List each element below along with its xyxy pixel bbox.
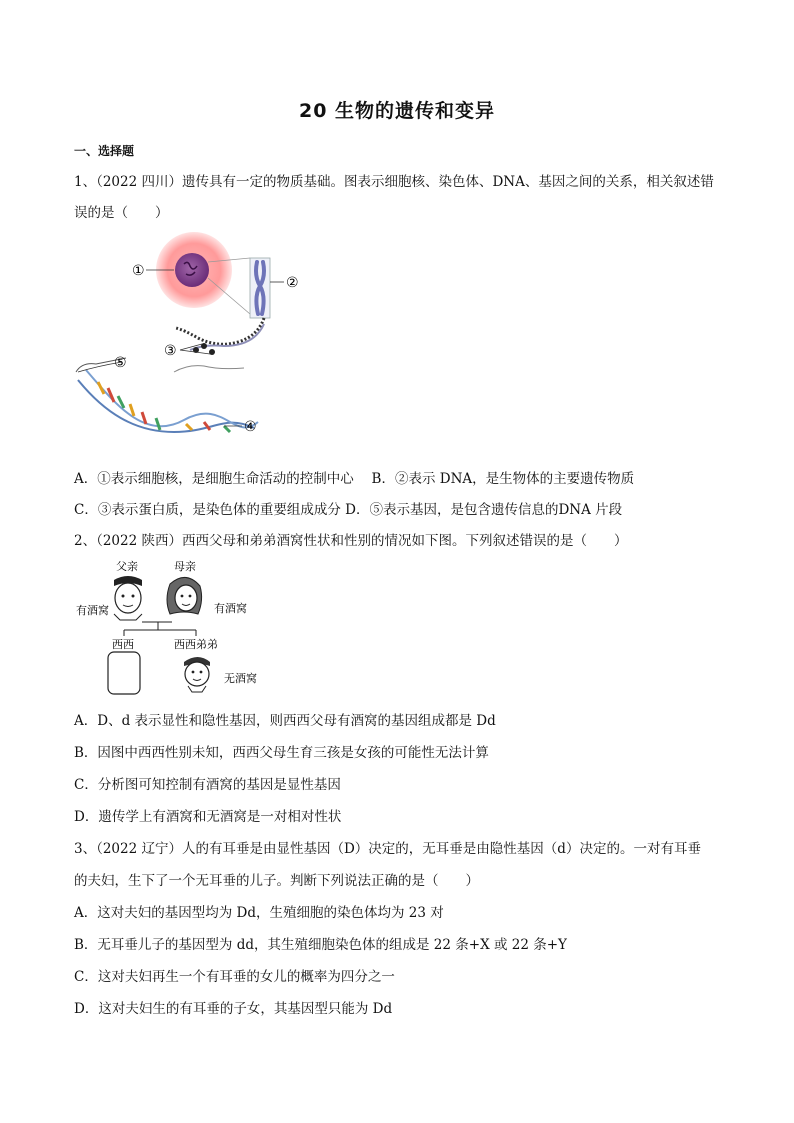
q3-option-c: C．这对夫妇再生一个有耳垂的女儿的概率为四分之一 (74, 969, 395, 985)
page-title: 20 生物的遗传和变异 (298, 100, 496, 122)
mother-face-icon (167, 577, 202, 614)
q3-stem-line1: 3、（2022 辽宁）人的有耳垂是由显性基因（D）决定的，无耳垂是由隐性基因（d）决定的。一对有耳垂 (74, 841, 701, 857)
dna-strand-a (78, 380, 254, 432)
xixi-unknown-box (108, 652, 140, 694)
father-face-icon (114, 576, 142, 620)
label-5: ⑤ (114, 355, 127, 371)
label-3: ③ (164, 343, 177, 359)
label-4: ④ (244, 419, 257, 435)
father-trait-label: 有酒窝 (76, 604, 109, 617)
label-1: ① (132, 263, 145, 279)
q1-option-ab: A．①表示细胞核，是细胞生命活动的控制中心 B．②表示 DNA，是生物体的主要遗传物质 (74, 471, 635, 487)
cell-chromosome-dna-figure (74, 232, 314, 458)
xixi-label: 西西 (112, 638, 134, 651)
q2-option-b: B．因图中西西性别未知，西西父母生育三孩是女孩的可能性无法计算 (74, 745, 489, 761)
brother-label: 西西弟弟 (174, 638, 218, 651)
father-label: 父亲 (116, 560, 138, 573)
q3-option-d: D．这对夫妇生的有耳垂的子女，其基因型只能为 Dd (74, 1001, 393, 1017)
section-heading: 一、选择题 (74, 144, 135, 158)
q2-option-c: C．分析图可知控制有酒窝的基因是显性基因 (74, 777, 341, 793)
brother-trait-label: 无酒窝 (224, 672, 257, 685)
q2-option-a: A．D、d 表示显性和隐性基因，则西西父母有酒窝的基因组成都是 Dd (74, 713, 496, 729)
q3-option-a: A．这对夫妇的基因型均为 Dd，生殖细胞的染色体均为 23 对 (74, 905, 444, 921)
mother-trait-label: 有酒窝 (214, 602, 247, 615)
q2-stem: 2、（2022 陕西）西西父母和弟弟酒窝性状和性别的情况如下图。下列叙述错误的是（ ） (74, 533, 628, 549)
q1-option-cd: C．③表示蛋白质，是染色体的重要组成成分 D．⑤表示基因，是包含遗传信息的DNA 片段 (74, 502, 623, 518)
q2-option-d: D．遗传学上有酒窝和无酒窝是一对相对性状 (74, 809, 342, 825)
brother-face-icon (184, 657, 210, 692)
q1-stem-line2: 误的是（ ） (74, 205, 169, 221)
q3-option-b: B．无耳垂儿子的基因型为 dd，其生殖细胞染色体的组成是 22 条+X 或 22 条+Y (74, 937, 567, 953)
pedigree-figure (74, 558, 274, 698)
q3-stem-line2: 的夫妇，生下了一个无耳垂的儿子。判断下列说法正确的是（ ） (74, 873, 479, 889)
mother-label: 母亲 (174, 560, 196, 573)
nucleus-shape (175, 253, 209, 287)
q1-stem-line1: 1、（2022 四川）遗传具有一定的物质基础。图表示细胞核、染色体、DNA、基因之间的关系，相关叙述错 (74, 174, 714, 190)
label-2: ② (286, 275, 299, 291)
